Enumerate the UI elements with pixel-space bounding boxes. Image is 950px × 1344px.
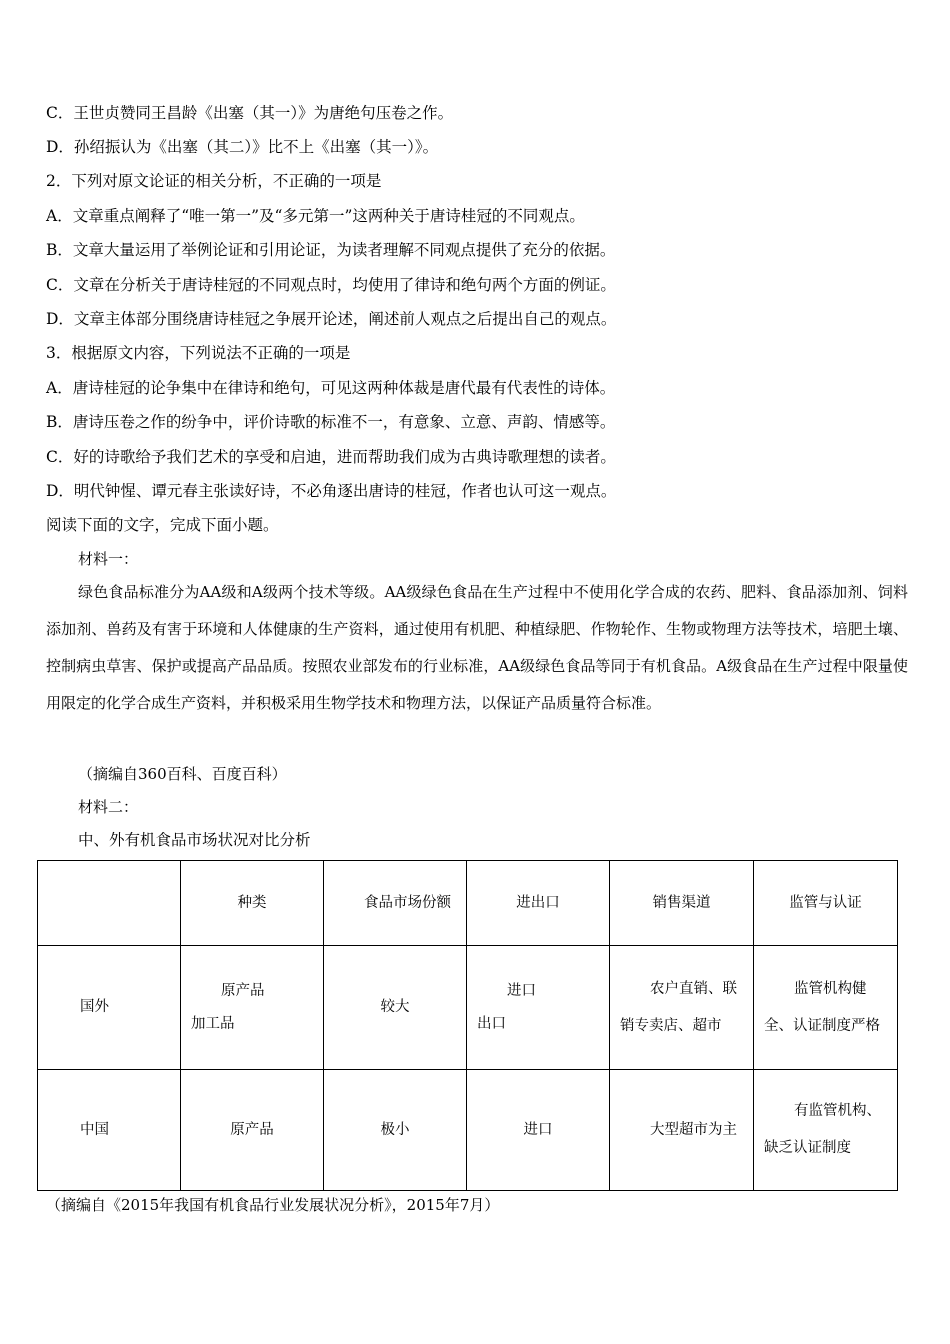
row-import-export: 进口	[467, 1070, 610, 1191]
material2-label: 材料二：	[78, 798, 139, 816]
header-market-share: 食品市场份额	[324, 861, 467, 946]
q1-option-d: D．孙绍振认为《出塞（其二）》比不上《出塞（其一）》。	[46, 138, 439, 156]
q2-option-c: C．文章在分析关于唐诗桂冠的不同观点时，均使用了律诗和绝句两个方面的例证。	[46, 276, 616, 294]
row-category: 原产品 加工品	[181, 946, 324, 1070]
q2-option-d: D．文章主体部分围绕唐诗桂冠之争展开论述，阐述前人观点之后提出自己的观点。	[46, 310, 617, 328]
header-import-export: 进出口	[467, 861, 610, 946]
row-category: 原产品	[181, 1070, 324, 1191]
header-regulation: 监管与认证	[754, 861, 898, 946]
table-row	[38, 1070, 898, 1191]
row-region: 中国	[38, 1070, 181, 1191]
q2-option-b: B．文章大量运用了举例论证和引用论证，为读者理解不同观点提供了充分的依据。	[46, 241, 616, 259]
material1-source: （摘编自360百科、百度百科）	[78, 765, 287, 783]
row-market-share: 较大	[324, 946, 467, 1070]
q1-option-c: C．王世贞赞同王昌龄《出塞（其一）》为唐绝句压卷之作。	[46, 104, 454, 122]
row-sales-channel: 大型超市为主	[610, 1070, 754, 1191]
table-row	[38, 946, 898, 1070]
comparison-table	[37, 860, 898, 1191]
row-region: 国外	[38, 946, 181, 1070]
q3-stem: 3．根据原文内容，下列说法不正确的一项是	[46, 344, 351, 362]
q3-option-d: D．明代钟惺、谭元春主张读好诗，不必角逐出唐诗的桂冠，作者也认可这一观点。	[46, 482, 617, 500]
material2-title: 中、外有机食品市场状况对比分析	[78, 831, 311, 849]
q3-option-b: B．唐诗压卷之作的纷争中，评价诗歌的标准不一，有意象、立意、声韵、情感等。	[46, 413, 616, 431]
table-header-row	[38, 861, 898, 946]
header-sales-channel: 销售渠道	[610, 861, 754, 946]
q3-option-a: A．唐诗桂冠的论争集中在律诗和绝句，可见这两种体裁是唐代最有代表性的诗体。	[46, 379, 616, 397]
material1-label: 材料一：	[78, 550, 139, 568]
reading-intro: 阅读下面的文字，完成下面小题。	[46, 516, 279, 534]
material1-body: 绿色食品标准分为AA级和A级两个技术等级。AA级绿色食品在生产过程中不使用化学合成的农药、肥料、食品添加剂、饲料添加剂、兽药及有害于环境和人体健康的生产资料，通过使用有机肥、种植绿肥、作物轮作、生物或物理方法等技术，培肥土壤、控制病虫草害、保护或提高产品品质。按照农业部发布的行业标准，AA级绿色食品等同于有机食品。A级食品在生产过程中限量使用限定的化学合成生产资料，并积极采用生物学技术和物理方法，以保证产品质量符合标准。	[46, 583, 908, 712]
q3-option-c: C．好的诗歌给予我们艺术的享受和启迪，进而帮助我们成为古典诗歌理想的读者。	[46, 448, 616, 466]
header-blank	[38, 861, 181, 946]
row-sales-channel: 农户直销、联销专卖店、超市	[610, 946, 754, 1070]
material2-source: （摘编自《2015年我国有机食品行业发展状况分析》，2015年7月）	[46, 1196, 500, 1214]
row-regulation: 监管机构健全、认证制度严格	[754, 946, 898, 1070]
q2-option-a: A．文章重点阐释了“唯一第一”及“多元第一”这两种关于唐诗桂冠的不同观点。	[46, 207, 585, 225]
row-regulation: 有监管机构、缺乏认证制度	[754, 1070, 898, 1191]
q2-stem: 2．下列对原文论证的相关分析，不正确的一项是	[46, 172, 382, 190]
header-category: 种类	[181, 861, 324, 946]
row-import-export: 进口 出口	[467, 946, 610, 1070]
row-market-share: 极小	[324, 1070, 467, 1191]
